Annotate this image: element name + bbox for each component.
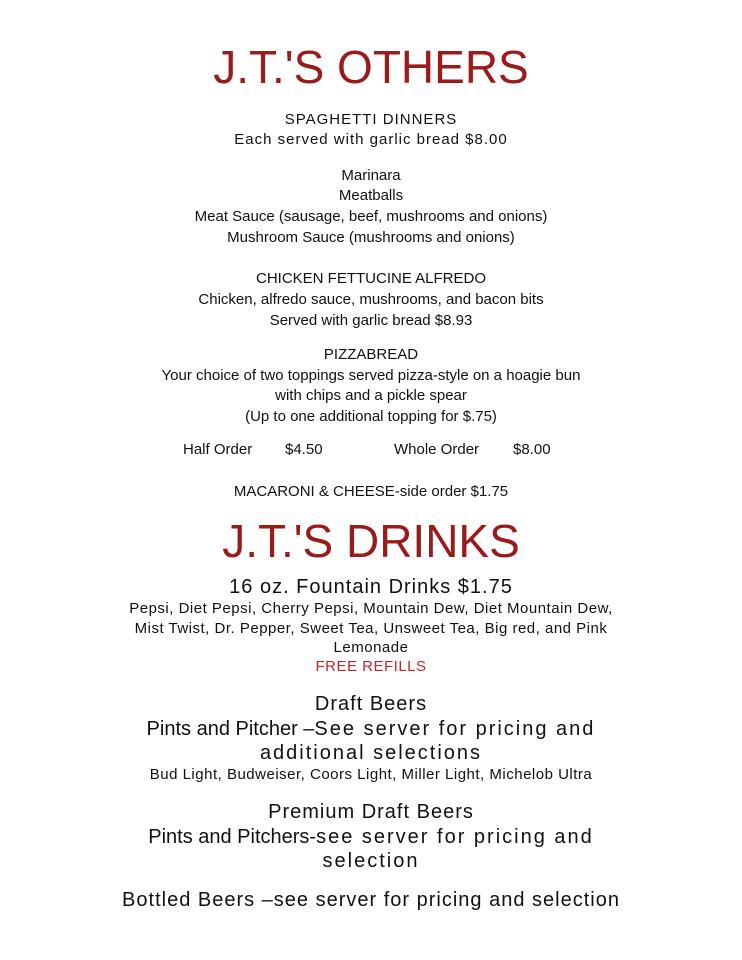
alfredo-description: Chicken, alfredo sauce, mushrooms, and bacon bits bbox=[198, 291, 544, 308]
spaghetti-description: Each served with garlic bread $8.00 bbox=[234, 131, 508, 148]
alfredo-heading: CHICKEN FETTUCINE ALFREDO bbox=[255, 270, 487, 287]
pizzabread-line-1: Your choice of two toppings served pizza-style on a hoagie bun bbox=[161, 367, 581, 384]
draft-pricing-line-2: additional selections bbox=[259, 742, 483, 764]
premium-pricing-line-2: selection bbox=[322, 850, 420, 872]
free-refills: FREE REFILLS bbox=[315, 658, 427, 675]
draft-list: Bud Light, Budweiser, Coors Light, Miller Light, Michelob Ultra bbox=[149, 766, 593, 783]
bottled-beers: Bottled Beers –see server for pricing and selection bbox=[122, 889, 620, 911]
mac-cheese: MACARONI & CHEESE-side order $1.75 bbox=[233, 483, 509, 500]
spaghetti-item-meatballs: Meatballs bbox=[338, 187, 404, 204]
pizzabread-heading: PIZZABREAD bbox=[323, 346, 419, 363]
half-order-label: Half Order bbox=[183, 441, 253, 458]
spaghetti-item-marinara: Marinara bbox=[341, 167, 401, 184]
draft-pricing-rest: See server for pricing and bbox=[314, 718, 596, 740]
alfredo-price: Served with garlic bread $8.93 bbox=[269, 312, 473, 329]
drinks-title: J.T.'S DRINKS bbox=[222, 515, 520, 567]
premium-heading: Premium Draft Beers bbox=[268, 801, 474, 823]
spaghetti-item-mushroom-sauce: Mushroom Sauce (mushrooms and onions) bbox=[227, 229, 515, 246]
draft-heading: Draft Beers bbox=[314, 693, 428, 715]
fountain-list-line-2: Mist Twist, Dr. Pepper, Sweet Tea, Unsweet Tea, Big red, and Pink bbox=[134, 620, 608, 637]
fountain-list-line-1: Pepsi, Diet Pepsi, Cherry Pepsi, Mountain Dew, Diet Mountain Dew, bbox=[129, 600, 613, 617]
others-title: J.T.'S OTHERS bbox=[213, 41, 529, 93]
draft-pricing-line-1 bbox=[0, 718, 742, 741]
whole-order-label: Whole Order bbox=[394, 441, 480, 458]
spaghetti-item-meat-sauce: Meat Sauce (sausage, beef, mushrooms and onions) bbox=[194, 208, 548, 225]
premium-pricing-lead: Pints and Pitchers- bbox=[148, 826, 317, 848]
premium-pricing-rest: see server for pricing and bbox=[316, 826, 594, 848]
whole-order-price: $8.00 bbox=[513, 441, 551, 458]
draft-pricing-lead: Pints and Pitcher – bbox=[146, 718, 315, 740]
pizzabread-line-3: (Up to one additional topping for $.75) bbox=[245, 408, 497, 425]
premium-pricing-line-1 bbox=[0, 826, 742, 849]
fountain-heading: 16 oz. Fountain Drinks $1.75 bbox=[229, 576, 513, 598]
spaghetti-heading: SPAGHETTI DINNERS bbox=[284, 111, 458, 128]
fountain-list-line-3: Lemonade bbox=[333, 639, 409, 656]
pizzabread-line-2: with chips and a pickle spear bbox=[275, 387, 467, 404]
half-order-price: $4.50 bbox=[285, 441, 323, 458]
